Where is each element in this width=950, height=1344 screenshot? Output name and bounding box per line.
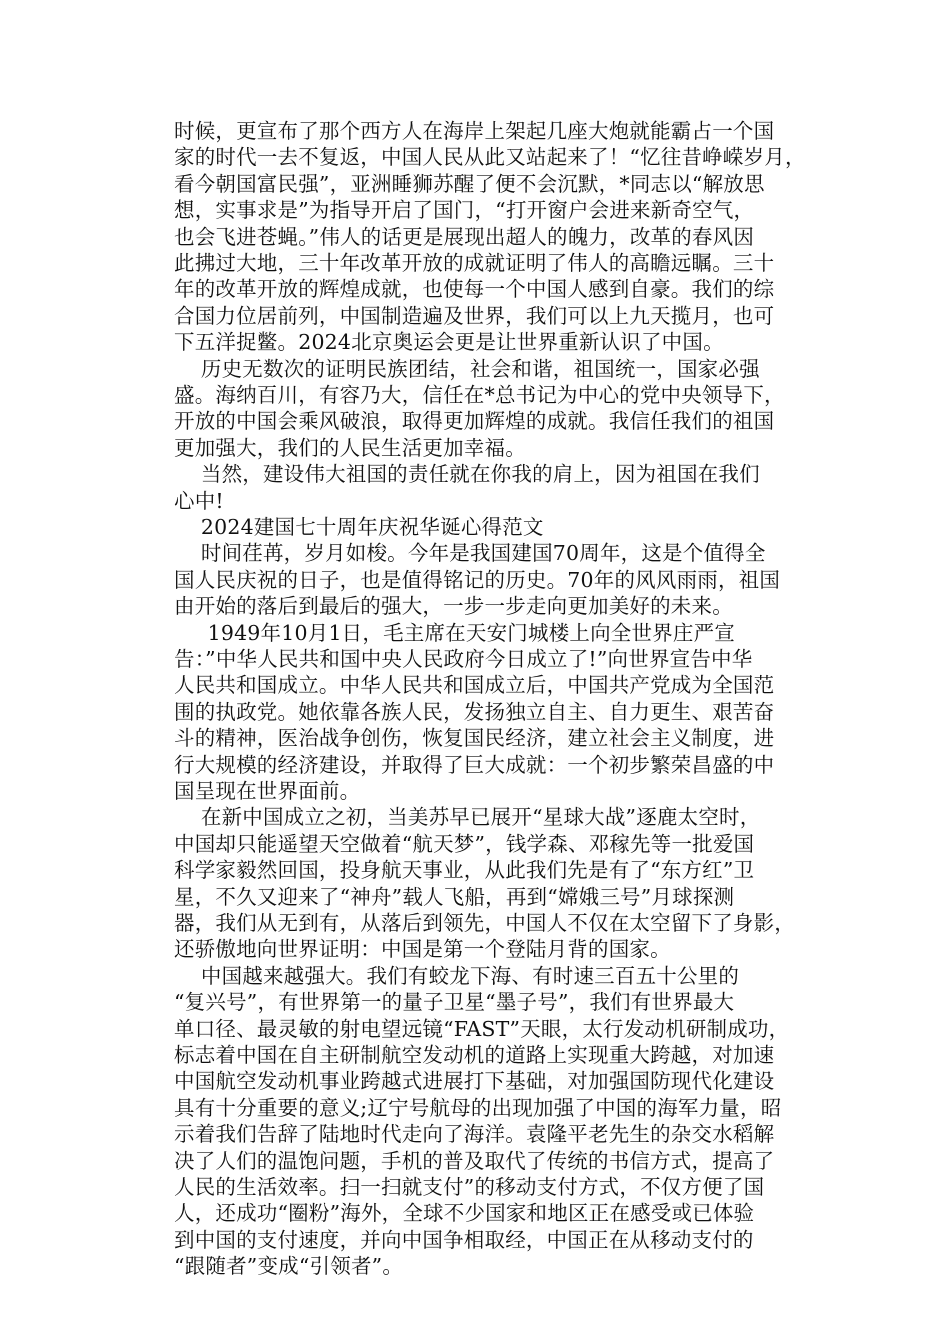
text-line: 示着我们告辞了陆地时代走向了海洋。袁隆平老先生的杂交水稻解 <box>174 1122 775 1147</box>
text-line: 星，不久又迎来了“神舟”载人飞船，再到“嫦娥三号”月球探测 <box>174 884 735 909</box>
text-line: 行大规模的经济建设，并取得了巨大成就：一个初步繁荣昌盛的中 <box>174 752 775 777</box>
text-line: “复兴号”，有世界第一的量子卫星“墨子号”，我们有世界最大 <box>174 990 735 1015</box>
text-line: 中国却只能遥望天空做着“航天梦”，钱学森、邓稼先等一批爱国 <box>174 831 755 856</box>
text-line: 人民共和国成立。中华人民共和国成立后，中国共产党成为全国范 <box>174 673 775 698</box>
text-line: 斗的精神，医治战争创伤，恢复国民经济，建立社会主义制度，进 <box>174 726 775 751</box>
paragraph-start-line: 历史无数次的证明民族团结，社会和谐，祖国统一，国家必强 <box>174 356 760 381</box>
text-line: 此拂过大地，三十年改革开放的成就证明了伟人的高瞻远瞩。三十 <box>174 251 775 275</box>
text-line: 家的时代一去不复返，中国人民从此又站起来了！“忆往昔峥嵘岁月， <box>174 145 806 170</box>
text-line: 开放的中国会乘风破浪，取得更加辉煌的成就。我信任我们的祖国 <box>174 409 775 434</box>
text-line: 心中! <box>174 488 224 513</box>
text-line: 盛。海纳百川，有容乃大，信任在*总书记为中心的党中央领导下， <box>174 383 785 407</box>
text-line: 国呈现在世界面前。 <box>174 779 361 803</box>
paragraph-start-line: 中国越来越强大。我们有蛟龙下海、有时速三百五十公里的 <box>174 963 740 988</box>
text-line: 器，我们从无到有，从落后到领先，中国人不仅在太空留下了身影， <box>174 911 795 935</box>
paragraph-start-line: 当然，建设伟大祖国的责任就在你我的肩上，因为祖国在我们 <box>174 462 760 487</box>
paragraph-start-line: 在新中国成立之初，当美苏早已展开“星球大战”逐鹿太空时， <box>174 805 761 830</box>
text-line: 中国航空发动机事业跨越式进展打下基础，对加强国防现代化建设 <box>174 1069 775 1094</box>
text-line: 年的改革开放的辉煌成就，也使每一个中国人感到自豪。我们的综 <box>174 277 775 302</box>
text-line: 科学家毅然回国，投身航天事业，从此我们先是有了“东方红”卫 <box>174 858 755 883</box>
text-line: 也会飞进苍蝇。”伟人的话更是展现出超人的魄力，改革的春风因 <box>174 224 755 249</box>
paragraph-start-line: 1949年10月1日，毛主席在天安门城楼上向全世界庄严宣 <box>174 620 735 645</box>
text-line: 由开始的落后到最后的强大，一步一步走向更加美好的未来。 <box>174 594 733 619</box>
text-line: 更加强大，我们的人民生活更加幸福。 <box>174 435 526 460</box>
text-line: 单口径、最灵敏的射电望远镜“FAST”天眼，太行发动机研制成功， <box>174 1016 790 1041</box>
text-line: 决了人们的温饱问题，手机的普及取代了传统的书信方式，提高了 <box>174 1148 775 1173</box>
text-line: 到中国的支付速度，并向中国争相取经，中国正在从移动支付的 <box>174 1227 754 1252</box>
text-line: 国人民庆祝的日子，也是值得铭记的历史。70年的风风雨雨，祖国 <box>174 567 781 592</box>
text-line: 想，实事求是”为指导开启了国门，“打开窗户会进来新奇空气， <box>174 198 755 223</box>
paragraph-start-line: 时间荏苒，岁月如梭。今年是我国建国70周年，这是个值得全 <box>174 541 766 566</box>
text-line: 具有十分重要的意义;辽宁号航母的出现加强了中国的海军力量，昭 <box>174 1095 782 1120</box>
text-line: 合国力位居前列，中国制造遍及世界，我们可以上九天揽月，也可 <box>174 303 775 328</box>
section-title: 2024建国七十周年庆祝华诞心得范文 <box>174 515 544 539</box>
text-line: “跟随者”变成“引领者”。 <box>174 1254 404 1279</box>
text-line: 下五洋捉鳖。2024北京奥运会更是让世界重新认识了中国。 <box>174 330 724 355</box>
text-line: 围的执政党。她依靠各族人民，发扬独立自主、自力更生、艰苦奋 <box>174 699 775 724</box>
text-line: 还骄傲地向世界证明：中国是第一个登陆月背的国家。 <box>174 937 671 962</box>
text-line: 看今朝国富民强”，亚洲睡狮苏醒了便不会沉默，*同志以“解放思 <box>174 171 765 196</box>
text-line: 标志着中国在自主研制航空发动机的道路上实现重大跨越，对加速 <box>174 1043 775 1067</box>
text-line: 人，还成功“圈粉”海外，全球不少国家和地区正在感受或已体验 <box>174 1201 755 1226</box>
text-line: 时候，更宣布了那个西方人在海岸上架起几座大炮就能霸占一个国 <box>174 119 775 143</box>
text-line: 人民的生活效率。扫一扫就支付”的移动支付方式，不仅方便了国 <box>174 1175 765 1199</box>
text-line: 告：”中华人民共和国中央人民政府今日成立了!”向世界宣告中华 <box>174 647 753 671</box>
